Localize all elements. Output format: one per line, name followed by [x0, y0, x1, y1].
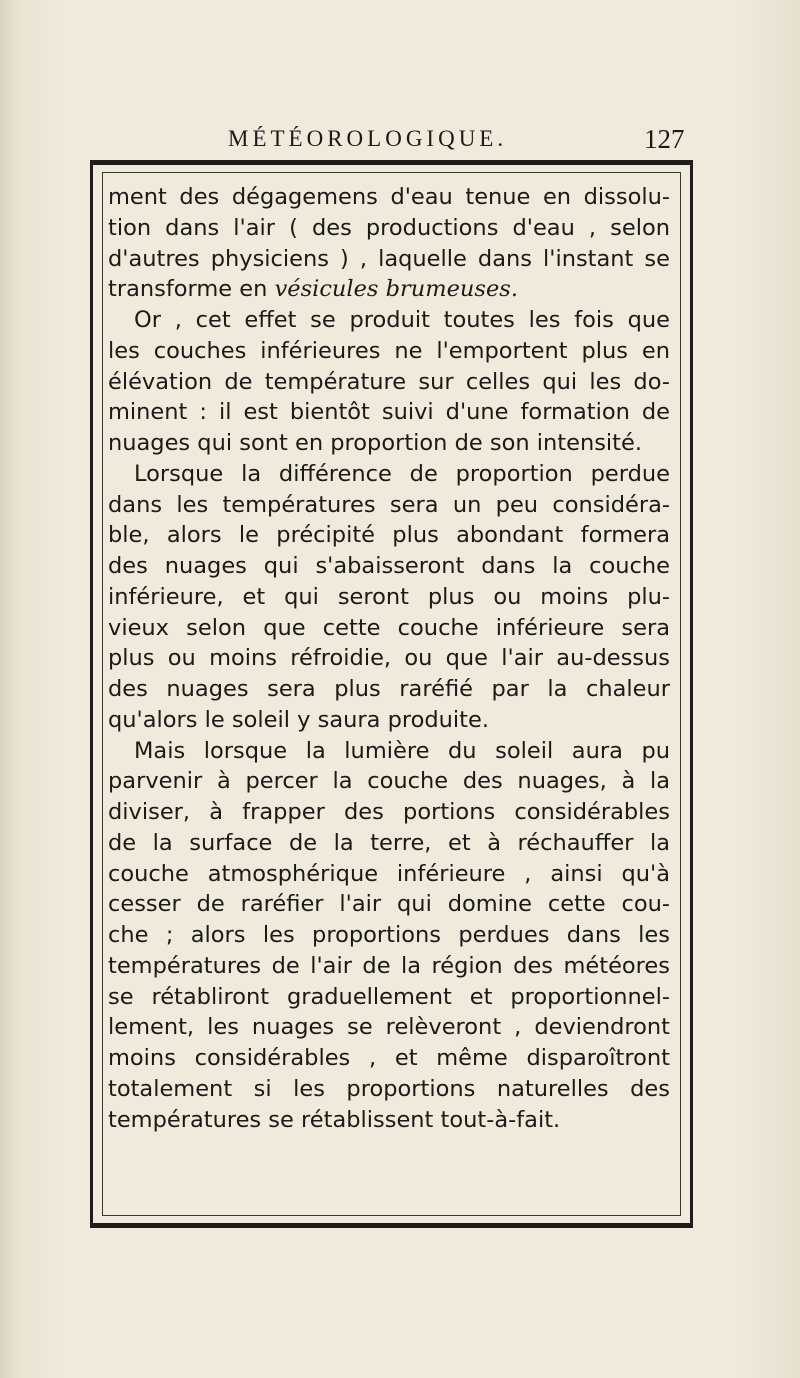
text-line: moins considérables , et même disparoîtront [108, 1045, 670, 1071]
text-line: élévation de température sur celles qui les do- [108, 368, 670, 395]
text-line: plus ou moins réfroidie, ou que l'air au-dessus [108, 645, 670, 672]
paragraph-start-line: Or , cet effet se produit toutes les fois que [134, 307, 670, 333]
text-line: inférieure, et qui seront plus ou moins plu- [108, 583, 670, 610]
italic-term: vésicules brumeuses. [274, 276, 518, 303]
text-line: dans les températures sera un peu considéra- [108, 491, 670, 518]
text-line: nuages qui sont en proportion de son intensité. [108, 430, 642, 456]
text-line: couche atmosphérique inférieure , ainsi qu'à [108, 860, 670, 887]
text-line: des nuages qui s'abaisseront dans la couche [108, 553, 670, 579]
text-line: parvenir à percer la couche des nuages, à la [108, 768, 670, 795]
text-line: ment des dégagemens d'eau tenue en dissolu- [108, 184, 670, 210]
text-line: vieux selon que cette couche inférieure sera [108, 614, 670, 641]
text-line: températures de l'air de la région des météores [108, 952, 670, 979]
paragraph-start-line: Mais lorsque la lumière du soleil aura pu [134, 737, 670, 764]
text-line: de la surface de la terre, et à réchauffer la [108, 829, 670, 856]
page-header [0, 120, 800, 160]
text-line: des nuages sera plus raréfié par la chaleur [108, 676, 670, 702]
text-line: minent : il est bientôt suivi d'une formation de [108, 399, 670, 426]
paragraph-start-line: Lorsque la différence de proportion perdue [134, 460, 670, 487]
text-line: diviser, à frapper des portions considérables [108, 799, 670, 825]
text-line: se rétabliront graduellement et proportionnel- [108, 983, 670, 1010]
text-line: lement, les nuages se relèveront , deviendront [108, 1014, 670, 1041]
text-line: totalement si les proportions naturelles des [108, 1075, 670, 1102]
text-line: tion dans l'air ( des productions d'eau , selon [108, 214, 670, 241]
text-line [108, 274, 670, 305]
main-text [108, 182, 670, 1135]
text-line: températures se rétablissent tout-à-fait. [108, 1106, 561, 1133]
text-line: ble, alors le précipité plus abondant formera [108, 522, 670, 549]
text-line: les couches inférieures ne l'emportent plus en [108, 337, 670, 364]
page-number: 127 [644, 124, 685, 154]
text-line: che ; alors les proportions perdues dans les [108, 922, 670, 948]
text-line: d'autres physiciens ) , laquelle dans l'instant se [108, 245, 670, 272]
text-line: cesser de raréfier l'air qui domine cette cou- [108, 891, 670, 918]
text-line: qu'alors le soleil y saura produite. [108, 706, 489, 733]
running-title: MÉTÉOROLOGIQUE. [228, 126, 508, 151]
text-line-lead: transforme en [108, 276, 275, 303]
